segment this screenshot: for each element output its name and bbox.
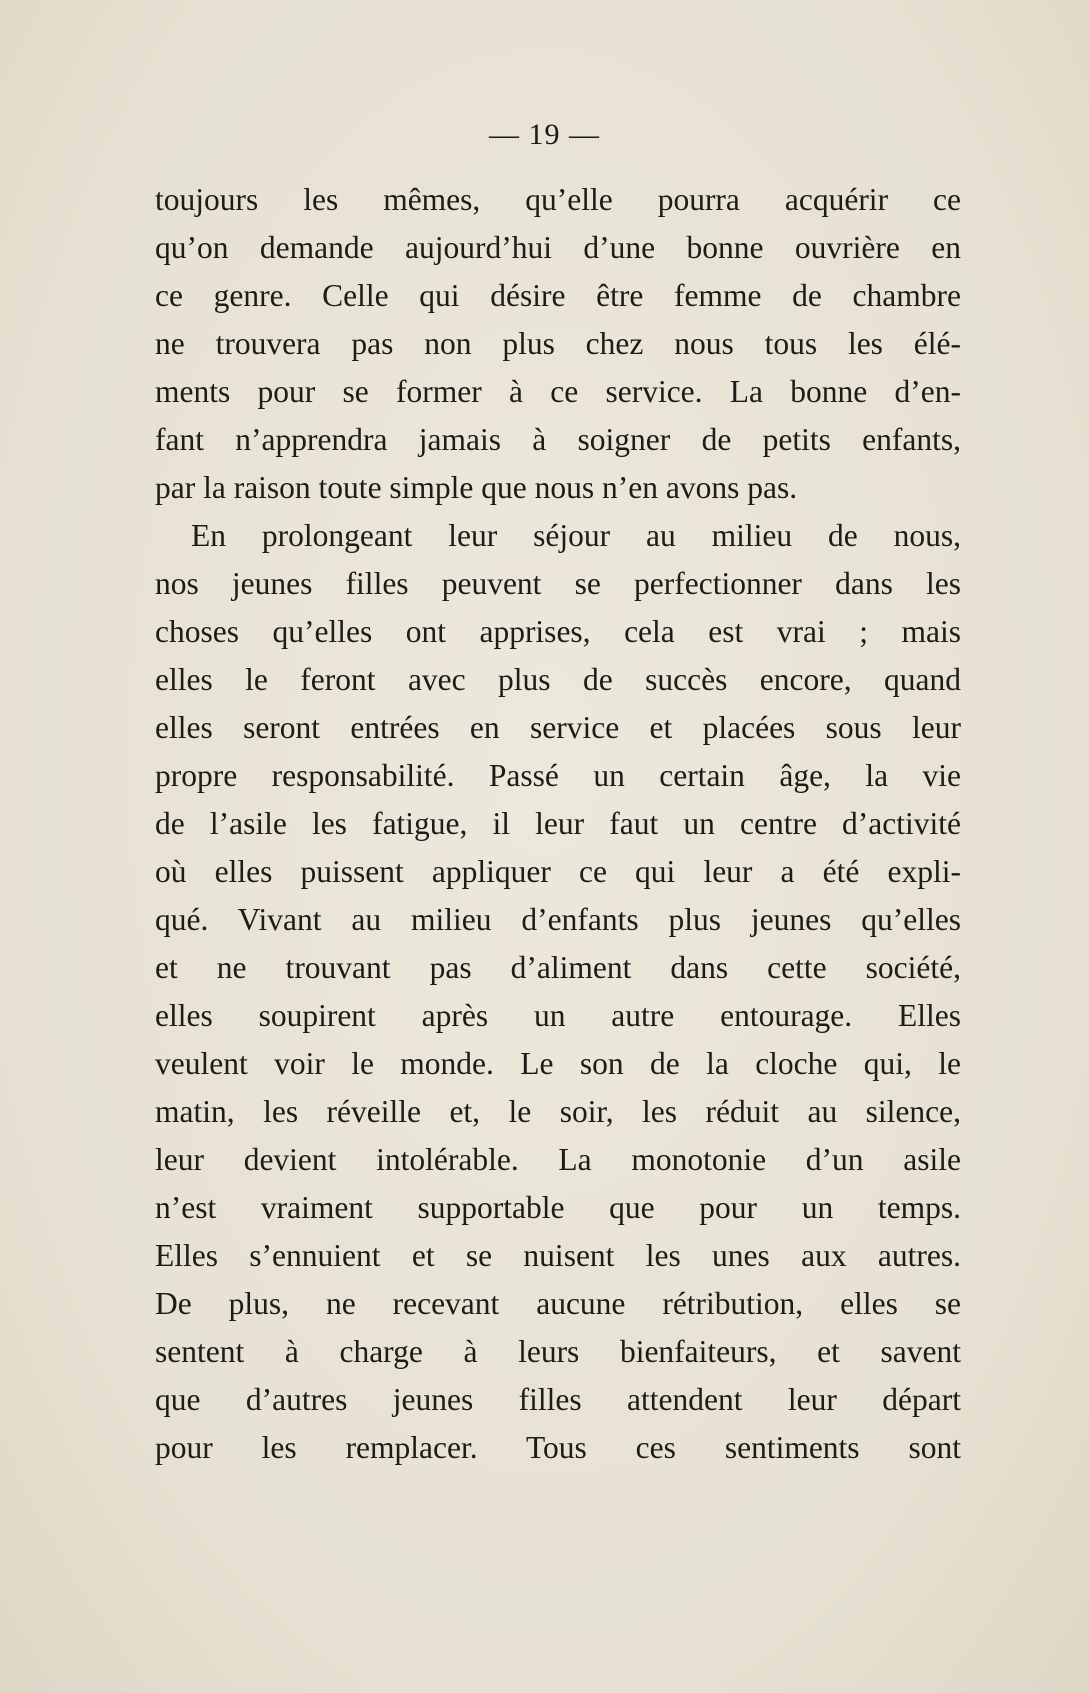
text-line: fant n’apprendra jamais à soigner de petits enfants, [155,422,961,457]
text-line: n’est vraiment supportable que pour un temps. [155,1190,961,1225]
body-text [155,176,961,1472]
text-line: qu’on demande aujourd’hui d’une bonne ouvrière en [155,230,961,265]
text-line: de l’asile les fatigue, il leur faut un centre d’activité [155,806,961,841]
text-line: matin, les réveille et, le soir, les réduit au silence, [155,1094,961,1129]
text-line: elles soupirent après un autre entourage. Elles [155,998,961,1033]
text-line: ne trouvera pas non plus chez nous tous les élé- [155,326,961,361]
text-line: elles seront entrées en service et placées sous leur [155,710,961,745]
text-line: ments pour se former à ce service. La bonne d’en- [155,374,961,409]
text-line: qué. Vivant au milieu d’enfants plus jeunes qu’elles [155,902,961,937]
text-line: ce genre. Celle qui désire être femme de chambre [155,278,961,313]
text-line: De plus, ne recevant aucune rétribution, elles se [155,1286,961,1321]
text-line: toujours les mêmes, qu’elle pourra acquérir ce [155,182,961,217]
text-line: nos jeunes filles peuvent se perfectionner dans les [155,566,961,601]
text-line: sentent à charge à leurs bienfaiteurs, et savent [155,1334,961,1369]
text-line: et ne trouvant pas d’aliment dans cette société, [155,950,961,985]
paragraph-start-line: En prolongeant leur séjour au milieu de nous, [191,518,961,553]
text-line: que d’autres jeunes filles attendent leur départ [155,1382,961,1417]
text-line: leur devient intolérable. La monotonie d’un asile [155,1142,961,1177]
text-line: elles le feront avec plus de succès encore, quand [155,662,961,697]
text-line: où elles puissent appliquer ce qui leur a été expli- [155,854,961,889]
page-number: — 19 — [489,118,600,151]
text-line: pour les remplacer. Tous ces sentiments sont [155,1430,961,1465]
text-line: choses qu’elles ont apprises, cela est vrai ; mais [155,614,961,649]
text-line: propre responsabilité. Passé un certain âge, la vie [155,758,961,793]
text-line: par la raison toute simple que nous n’en avons pas. [155,470,798,505]
text-line: veulent voir le monde. Le son de la cloche qui, le [155,1046,961,1081]
text-line: Elles s’ennuient et se nuisent les unes aux autres. [155,1238,961,1273]
